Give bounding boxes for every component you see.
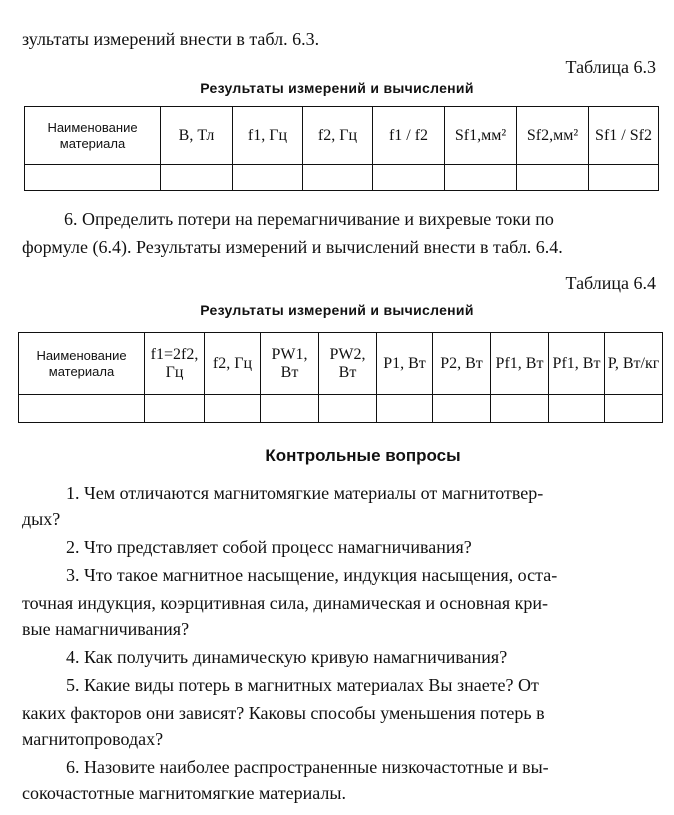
header-cell-sf2: Sf2,мм²	[517, 107, 589, 165]
header-cell-p1: P1, Вт	[377, 333, 433, 395]
header-cell-pw2: PW2, Вт	[319, 333, 377, 395]
header-cell-pf1-second: Pf1, Вт	[549, 333, 605, 395]
header-cell-pf1: Pf1, Вт	[491, 333, 549, 395]
table-cell	[205, 395, 261, 423]
header-cell-f1: f1=2f2, Гц	[145, 333, 205, 395]
header-cell-f2: f2, Гц	[205, 333, 261, 395]
table-cell	[377, 395, 433, 423]
continued-text-line: зультаты измерений внести в табл. 6.3.	[22, 29, 320, 49]
table-cell	[19, 395, 145, 423]
question-1-line-2: дых?	[22, 509, 61, 529]
table-cell	[145, 395, 205, 423]
header-cell-b: B, Тл	[161, 107, 233, 165]
header-cell-sf1-sf2: Sf1 / Sf2	[589, 107, 659, 165]
table-6-3	[24, 106, 659, 191]
paragraph-6-line-1: 6. Определить потери на перемагничивание и вихревые токи по	[64, 209, 554, 229]
header-cell-sf1: Sf1,мм²	[445, 107, 517, 165]
section-title: Контрольные вопросы	[265, 446, 461, 465]
question-1-line-1: 1. Чем отличаются магнитомягкие материалы от магнитотвер-	[66, 483, 544, 503]
header-cell-f2: f2, Гц	[303, 107, 373, 165]
question-3-line-2: точная индукция, коэрцитивная сила, динамическая и основная кри-	[22, 593, 548, 613]
question-5-line-1: 5. Какие виды потерь в магнитных материалах Вы знаете? От	[66, 675, 539, 695]
table-cell	[161, 165, 233, 191]
header-cell-material: Наименование материала	[19, 333, 145, 395]
question-6-line-1: 6. Назовите наиболее распространенные низкочастотные и вы-	[66, 757, 549, 777]
question-3-line-3: вые намагничивания?	[22, 619, 190, 639]
header-cell-f1-f2: f1 / f2	[373, 107, 445, 165]
table-cell	[373, 165, 445, 191]
table-cell	[233, 165, 303, 191]
table-6-4	[18, 332, 663, 423]
question-5-line-2: каких факторов они зависят? Каковы способы уменьшения потерь в	[22, 703, 545, 723]
header-cell-p2: P2, Вт	[433, 333, 491, 395]
question-5-line-3: магнитопроводах?	[22, 729, 164, 749]
table-cell	[261, 395, 319, 423]
question-6-line-2: сокочастотные магнитомягкие материалы.	[22, 783, 346, 803]
table-6-4-caption: Результаты измерений и вычислений	[200, 302, 474, 318]
table-cell	[491, 395, 549, 423]
table-cell	[517, 165, 589, 191]
table-cell	[445, 165, 517, 191]
header-cell-material: Наименование материала	[25, 107, 161, 165]
header-cell-pw1: PW1, Вт	[261, 333, 319, 395]
table-header-row	[19, 333, 663, 395]
question-2-line-1: 2. Что представляет собой процесс намагничивания?	[66, 537, 472, 557]
table-empty-row	[19, 395, 663, 423]
paragraph-6-line-2: формуле (6.4). Результаты измерений и вычислений внести в табл. 6.4.	[22, 237, 563, 257]
header-cell-p: P, Вт/кг	[605, 333, 663, 395]
table-6-4-label: Таблица 6.4	[565, 273, 656, 293]
table-cell	[605, 395, 663, 423]
table-cell	[25, 165, 161, 191]
table-empty-row	[25, 165, 659, 191]
header-cell-f1: f1, Гц	[233, 107, 303, 165]
question-4-line-1: 4. Как получить динамическую кривую намагничивания?	[66, 647, 508, 667]
table-cell	[319, 395, 377, 423]
table-cell	[303, 165, 373, 191]
table-cell	[589, 165, 659, 191]
table-6-3-label: Таблица 6.3	[565, 57, 656, 77]
table-6-3-caption: Результаты измерений и вычислений	[200, 80, 474, 96]
question-3-line-1: 3. Что такое магнитное насыщение, индукция насыщения, оста-	[66, 565, 558, 585]
table-cell	[549, 395, 605, 423]
table-cell	[433, 395, 491, 423]
table-header-row	[25, 107, 659, 165]
